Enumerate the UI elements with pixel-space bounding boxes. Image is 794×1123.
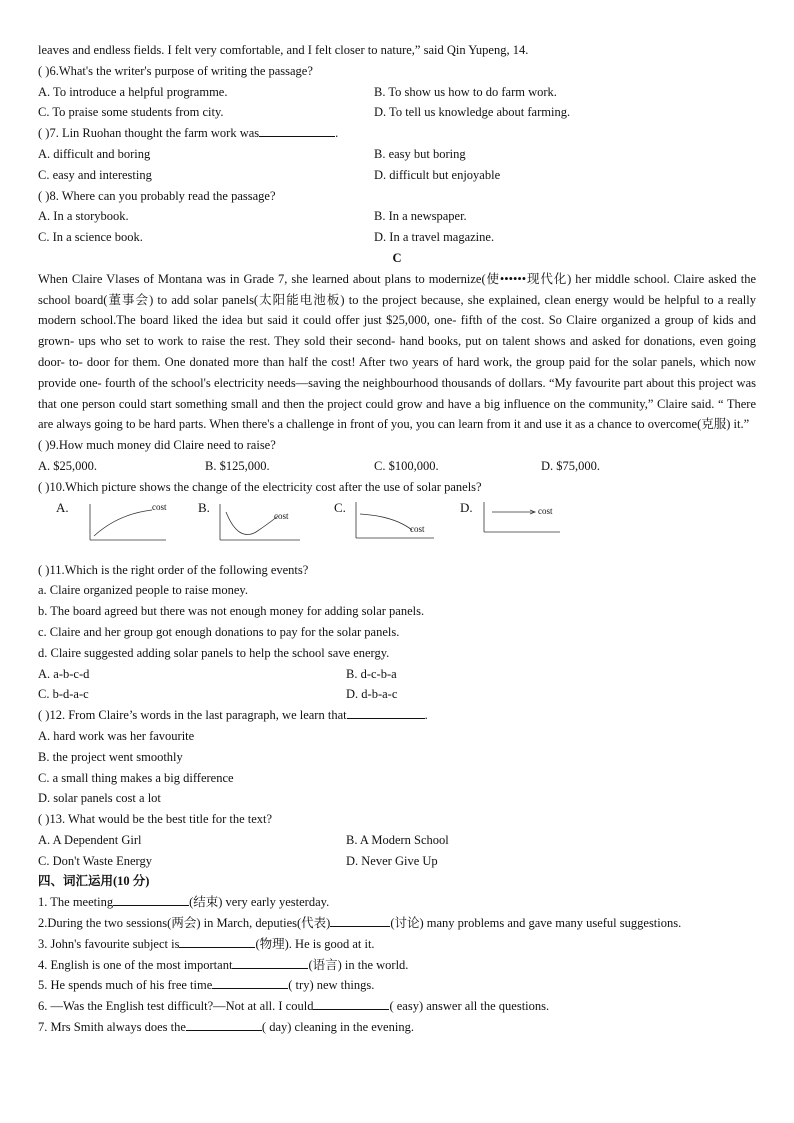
q10-chart-c-graph: [334, 498, 444, 552]
q12-answer-blank[interactable]: [347, 706, 425, 719]
q10-chart-c-letter: C.: [334, 499, 346, 515]
q7-option-c[interactable]: C. easy and interesting: [38, 167, 152, 182]
passage-b-ending: leaves and endless fields. I felt very comfortable, and I felt closer to nature,” said Qin Yupeng, 14.: [38, 43, 529, 57]
q10-chart-a[interactable]: [56, 498, 166, 552]
q11-option-c[interactable]: C. b-d-a-c: [38, 687, 89, 702]
vocab-4-suffix: (语言) in the world.: [308, 957, 409, 972]
q12-option-d[interactable]: D. solar panels cost a lot: [38, 791, 161, 806]
q10-chart-options: [38, 498, 756, 560]
question-10-stem: ( )10.Which picture shows the change of the electricity cost after the use of solar panels?: [38, 479, 482, 494]
q12-option-a[interactable]: A. hard work was her favourite: [38, 728, 195, 743]
vocab-2-blank[interactable]: [330, 914, 390, 927]
question-6-options-row-2: [38, 102, 756, 123]
q9-option-b[interactable]: B. $125,000.: [205, 458, 270, 473]
vocab-7-prefix: 7. Mrs Smith always does the: [38, 1020, 186, 1035]
q13-option-a[interactable]: A. A Dependent Girl: [38, 832, 142, 847]
q10-chart-c[interactable]: [334, 498, 444, 552]
question-9-options: [38, 456, 756, 477]
q12-stem-tail: .: [424, 708, 428, 723]
q10-chart-a-cost-label: cost: [152, 501, 167, 512]
vocab-item-6: [38, 996, 756, 1017]
q8-option-a[interactable]: A. In a storybook.: [38, 209, 129, 224]
vocab-item-1: [38, 892, 756, 913]
q9-option-c[interactable]: C. $100,000.: [374, 458, 439, 473]
q7-option-d[interactable]: D. difficult but enjoyable: [374, 167, 501, 182]
q10-chart-a-letter: A.: [56, 499, 69, 515]
q10-chart-c-cost-label: cost: [410, 523, 425, 534]
vocab-item-3: [38, 934, 756, 955]
q7-stem-text: ( )7. Lin Ruohan thought the farm work was: [38, 126, 260, 141]
vocab-7-suffix: ( day) cleaning in the evening.: [261, 1020, 414, 1035]
question-13-options-row-1: [38, 830, 756, 851]
vocab-5-suffix: ( try) new things.: [288, 978, 375, 993]
vocab-2-suffix: (讨论) many problems and gave many useful suggestions.: [390, 916, 682, 931]
question-7-options-row-1: [38, 144, 756, 165]
question-8-stem: ( )8. Where can you probably read the passage?: [38, 188, 276, 203]
q11-event-c: c. Claire and her group got enough donations to pay for the solar panels.: [38, 624, 400, 639]
question-12-stem: [38, 705, 756, 726]
q6-option-c[interactable]: C. To praise some students from city.: [38, 105, 224, 120]
q12-option-b[interactable]: B. the project went smoothly: [38, 749, 183, 764]
q11-option-a[interactable]: A. a-b-c-d: [38, 666, 90, 681]
question-13-options-row-2: [38, 851, 756, 872]
q10-chart-b-graph: [198, 498, 308, 552]
vocab-3-blank[interactable]: [179, 935, 255, 948]
q10-chart-b[interactable]: [198, 498, 308, 552]
question-11-options-row-1: [38, 664, 756, 685]
vocab-2-prefix: 2.During the two sessions(两会) in March, deputies(代表): [38, 916, 331, 931]
q10-chart-d-cost-label: cost: [538, 505, 553, 516]
q11-event-d: d. Claire suggested adding solar panels to help the school save energy.: [38, 645, 390, 660]
q9-option-a[interactable]: A. $25,000.: [38, 458, 98, 473]
q6-option-d[interactable]: D. To tell us knowledge about farming.: [374, 105, 571, 120]
vocab-7-blank[interactable]: [186, 1018, 262, 1031]
q11-option-d[interactable]: D. d-b-a-c: [346, 687, 398, 702]
q7-stem-tail: .: [335, 126, 339, 141]
section-c-label: C: [392, 250, 402, 265]
q7-option-a[interactable]: A. difficult and boring: [38, 146, 151, 161]
exam-page: [38, 40, 756, 1038]
vocab-4-prefix: 4. English is one of the most important: [38, 957, 233, 972]
q10-chart-d-graph: [460, 498, 570, 552]
q11-event-a: a. Claire organized people to raise money.: [38, 583, 248, 598]
q8-option-c[interactable]: C. In a science book.: [38, 230, 143, 245]
q13-option-b[interactable]: B. A Modern School: [346, 832, 449, 847]
vocab-3-suffix: (物理). He is good at it.: [255, 936, 375, 951]
vocab-item-2: [38, 913, 756, 934]
vocab-item-4: [38, 955, 756, 976]
vocab-1-blank[interactable]: [113, 893, 189, 906]
vocab-1-prefix: 1. The meeting: [38, 895, 114, 910]
q10-chart-d[interactable]: [460, 498, 570, 552]
vocab-6-suffix: ( easy) answer all the questions.: [389, 999, 550, 1014]
q6-option-a[interactable]: A. To introduce a helpful programme.: [38, 84, 228, 99]
vocab-item-5: [38, 975, 756, 996]
question-7-stem: [38, 123, 756, 144]
question-7-options-row-2: [38, 165, 756, 186]
vocab-6-blank[interactable]: [313, 997, 389, 1010]
passage-c-text: When Claire Vlases of Montana was in Grade 7, she learned about plans to modernize(使••••••现代化) her middle school. Claire asked the school board(董事会) to add solar panels(太阳能电池板) to the project because, she explained, clean energy would be helpful to a really modern school.The board liked the idea but said it could offer just $25,000, one- fifth of the cost. So Claire organized a group of kids and grown- ups who set to work to raise the rest. They sold their second- hand books, put on talent shows and asked for donations, even going door- to- door for them. One donated more than half the cost! After two years of hard work, the group paid for the solar panels, which now provide one- fourth of the school's electricity needs—saving the neighbourhood thousands of dollars. “My favourite part about this project was that one person could start something small and then the project could grow and have a big influence on the community,” Claire said. “ There are always going to be hard parts. When there's a challenge in front of you, you can learn from it and use it as a chance to overcome(克服) it.”: [38, 271, 756, 432]
vocab-section-heading: 四、词汇运用(10 分): [38, 874, 150, 889]
question-11-stem: ( )11.Which is the right order of the following events?: [38, 562, 309, 577]
vocab-6-prefix: 6. —Was the English test difficult?—Not at all. I could: [38, 999, 314, 1014]
q13-option-c[interactable]: C. Don't Waste Energy: [38, 853, 152, 868]
q11-option-b[interactable]: B. d-c-b-a: [346, 666, 397, 681]
q12-option-c[interactable]: C. a small thing makes a big difference: [38, 770, 234, 785]
question-8-options-row-2: [38, 227, 756, 248]
q6-option-b[interactable]: B. To show us how to do farm work.: [374, 84, 557, 99]
q13-option-d[interactable]: D. Never Give Up: [346, 853, 438, 868]
q12-stem-text: ( )12. From Claire’s words in the last paragraph, we learn that: [38, 708, 347, 723]
question-6-options-row-1: [38, 82, 756, 103]
question-8-options-row-1: [38, 206, 756, 227]
vocab-item-7: [38, 1017, 756, 1038]
q8-option-b[interactable]: B. In a newspaper.: [374, 209, 467, 224]
question-9-stem: ( )9.How much money did Claire need to raise?: [38, 438, 276, 453]
vocab-4-blank[interactable]: [232, 956, 308, 969]
q9-option-d[interactable]: D. $75,000.: [541, 458, 601, 473]
q10-chart-b-letter: B.: [198, 499, 210, 515]
q10-chart-a-graph: [56, 498, 166, 552]
q11-event-b: b. The board agreed but there was not enough money for adding solar panels.: [38, 604, 425, 619]
q8-option-d[interactable]: D. In a travel magazine.: [374, 230, 495, 245]
vocab-3-prefix: 3. John's favourite subject is: [38, 936, 180, 951]
q7-answer-blank[interactable]: [259, 124, 335, 137]
q7-option-b[interactable]: B. easy but boring: [374, 146, 466, 161]
question-13-stem: ( )13. What would be the best title for the text?: [38, 812, 273, 827]
q10-chart-d-letter: D.: [460, 499, 473, 515]
q10-chart-b-cost-label: cost: [274, 510, 289, 521]
vocab-5-prefix: 5. He spends much of his free time: [38, 978, 213, 993]
question-11-options-row-2: [38, 684, 756, 705]
vocab-5-blank[interactable]: [212, 976, 288, 989]
vocab-1-suffix: (结束) very early yesterday.: [189, 895, 330, 910]
question-6-stem: ( )6.What's the writer's purpose of writing the passage?: [38, 63, 313, 78]
